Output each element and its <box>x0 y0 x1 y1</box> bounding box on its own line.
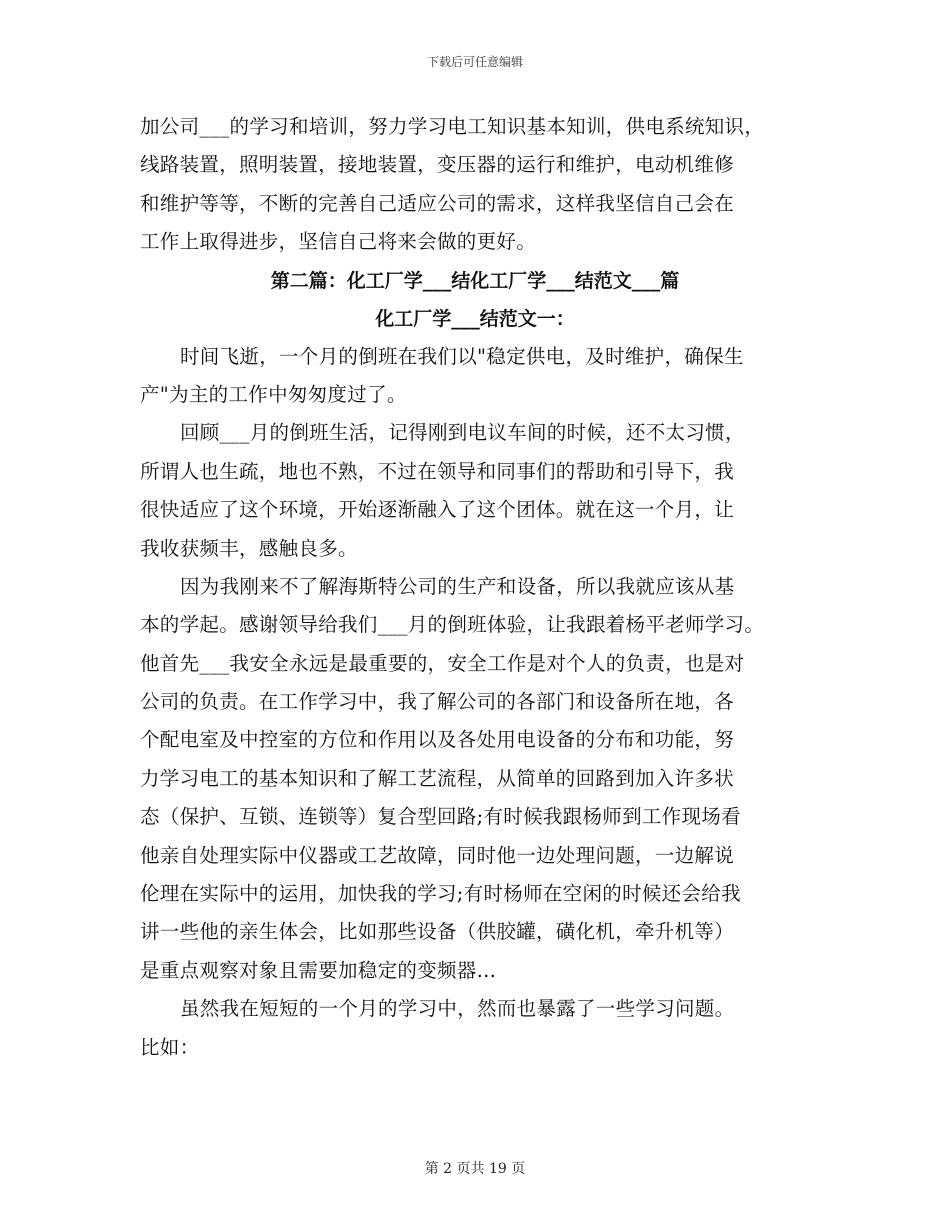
paragraph-line: 力学习电工的基本知识和了解工艺流程，从简单的回路到加入许多状 <box>140 766 735 790</box>
paragraph-line: 因为我刚来不了解海斯特公司的生产和设备，所以我就应该从基 <box>180 574 735 598</box>
paragraph-line: 讲一些他的亲生体会，比如那些设备（供胶罐，磺化机，牵升机等） <box>140 920 735 944</box>
section-heading: 第二篇：化工厂学___结化工厂学___结范文___篇 <box>270 269 680 292</box>
paragraph-line: 态（保护、互锁、连锁等）复合型回路;有时候我跟杨师到工作现场看 <box>140 805 741 829</box>
paragraph-line: 时间飞逝，一个月的倒班在我们以"稳定供电，及时维护，确保生 <box>180 344 744 368</box>
paragraph-line: 和维护等等，不断的完善自己适应公司的需求，这样我坚信自己会在 <box>140 191 735 215</box>
section-subheading: 化工厂学___结范文一： <box>375 307 575 330</box>
paragraph-line: 加公司___的学习和培训，努力学习电工知识基本知训，供电系统知识， <box>140 115 765 138</box>
paragraph-line: 线路装置，照明装置，接地装置，变压器的运行和维护，电动机维修 <box>140 153 735 177</box>
paragraph-line: 我收获频丰，感触良多。 <box>140 536 358 560</box>
document-body <box>140 108 810 1067</box>
paragraph-line: 他亲自处理实际中仪器或工艺故障，同时他一边处理问题，一边解说 <box>140 843 735 867</box>
paragraph-line: 产"为主的工作中匆匆度过了。 <box>140 382 407 406</box>
page-footer: 第 2 页共 19 页 <box>424 1161 526 1177</box>
paragraph-line: 回顾___月的倒班生活，记得刚到电议车间的时候，还不太习惯， <box>180 421 745 445</box>
paragraph-line: 虽然我在短短的一个月的学习中，然而也暴露了一些学习问题。 <box>180 997 735 1021</box>
paragraph-line: 公司的负责。在工作学习中，我了解公司的各部门和设备所在地，各 <box>140 690 735 714</box>
paragraph-line: 所谓人也生疏，地也不熟，不过在领导和同事们的帮助和引导下，我 <box>140 459 735 483</box>
paragraph-line: 本的学起。感谢领导给我们___月的倒班体验，让我跟着杨平老师学习。 <box>140 613 765 637</box>
paragraph-line: 他首先___我安全永远是最重要的，安全工作是对个人的负责，也是对 <box>140 651 745 675</box>
paragraph-line: 是重点观察对象且需要加稳定的变频器... <box>140 958 497 982</box>
paragraph-line: 很快适应了这个环境，开始逐渐融入了这个团体。就在这一个月，让 <box>140 498 735 522</box>
paragraph-line: 个配电室及中控室的方位和作用以及各处用电设备的分布和功能，努 <box>140 728 735 752</box>
paragraph-line: 工作上取得进步，坚信自己将来会做的更好。 <box>140 230 537 254</box>
paragraph-line: 比如： <box>140 1035 200 1059</box>
paragraph-line: 伦理在实际中的运用，加快我的学习;有时杨师在空闲的时候还会给我 <box>140 882 741 906</box>
page-header: 下载后可任意编辑 <box>426 55 523 69</box>
